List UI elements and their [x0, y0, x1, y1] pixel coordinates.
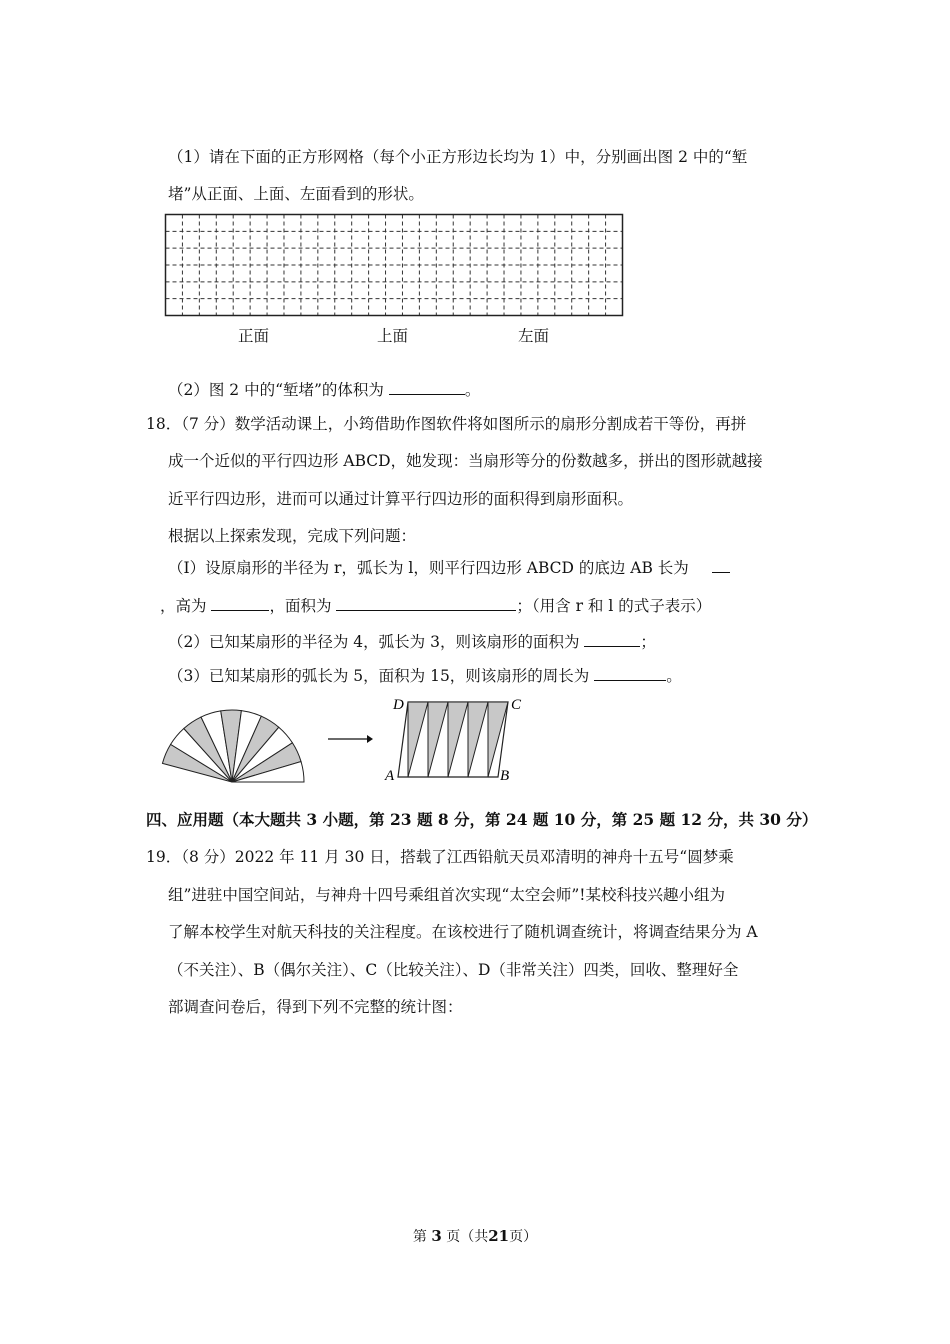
q18-sub2-text: （2）已知某扇形的半径为 4，弧长为 3，则该扇形的面积为	[168, 633, 580, 651]
section4-heading: 四、应用题（本大题共 3 小题，第 23 题 8 分，第 24 题 10 分，第 25 题 12 分，共 30 分）	[146, 810, 818, 829]
q18-sub3	[168, 664, 682, 687]
footer-pre: 第	[412, 1229, 427, 1245]
sector-figure	[160, 690, 320, 785]
q18-sub2	[168, 630, 656, 653]
q18-sub1	[168, 556, 730, 579]
q17-part1-line1: （1）请在下面的正方形网格（每个小正方形边长均为 1）中，分别画出图 2 中的“堑	[168, 148, 748, 166]
q19-line5: 部调查问卷后，得到下列不完整的统计图：	[168, 998, 463, 1016]
arrow-icon	[325, 730, 375, 748]
q18-sub2-end: ；	[640, 633, 656, 651]
q19-line4: （不关注）、B（偶尔关注）、C（比较关注）、D（非常关注）四类，回收、整理好全	[168, 961, 739, 979]
q18-line2: 成一个近似的平行四边形 ABCD，她发现：当扇形等分的份数越多，拼出的图形就越接	[168, 452, 763, 470]
q17-part1-line2: 堵”从正面、上面、左面看到的形状。	[168, 185, 424, 203]
answer-blank-volume[interactable]	[389, 378, 465, 395]
q19-line1: 19．（8 分）2022 年 11 月 30 日，搭载了江西铅航天员邓清明的神舟十五号“圆梦乘	[146, 848, 734, 866]
q18-line3: 近平行四边形，进而可以通过计算平行四边形的面积得到扇形面积。	[168, 490, 634, 508]
answer-blank-perimeter[interactable]	[594, 664, 666, 681]
answer-blank-height[interactable]	[211, 594, 269, 611]
q17-part2-end: 。	[464, 381, 481, 399]
footer-mid: 页（共	[446, 1229, 489, 1245]
footer-page-number: 3	[431, 1227, 442, 1245]
footer-total-pages: 21	[488, 1227, 510, 1245]
q18-sub3-end: 。	[666, 667, 682, 685]
answer-blank-area[interactable]	[336, 594, 516, 611]
label-a: A	[385, 768, 395, 784]
q18-line1: 18．（7 分）数学活动课上，小筠借助作图软件将如图所示的扇形分割成若干等份，再拼	[146, 415, 747, 433]
q18-sub1-height-label: ，高为	[160, 597, 207, 615]
answer-blank-base[interactable]	[712, 556, 730, 573]
footer-post: 页）	[509, 1229, 538, 1245]
label-c: C	[511, 697, 522, 713]
answer-blank-sector-area[interactable]	[584, 630, 640, 647]
page-footer	[0, 1226, 950, 1246]
label-d: D	[393, 697, 404, 713]
parallelogram-figure	[380, 690, 530, 790]
q18-sub1-area-label: ，面积为	[269, 597, 332, 615]
label-b: B	[500, 768, 510, 784]
q18-sub1-cont	[160, 594, 711, 617]
square-grid	[164, 212, 625, 318]
q18-sub1-note: ；（用含 r 和 l 的式子表示）	[516, 597, 712, 615]
q18-line4: 根据以上探索发现，完成下列问题：	[168, 527, 417, 545]
grid-label-top: 上面	[377, 327, 409, 345]
grid-label-left: 左面	[518, 327, 550, 345]
q18-sub1-text: （I）设原扇形的半径为 r，弧长为 l，则平行四边形 ABCD 的底边 AB 长为	[168, 559, 689, 577]
q17-part2-text: （2）图 2 中的“堑堵”的体积为	[168, 381, 384, 399]
q17-part2	[168, 378, 480, 401]
grid-label-front: 正面	[238, 327, 270, 345]
q19-line2: 组”进驻中国空间站，与神舟十四号乘组首次实现“太空会师”!某校科技兴趣小组为	[168, 886, 726, 904]
q19-line3: 了解本校学生对航天科技的关注程度。在该校进行了随机调查统计，将调查结果分为 A	[168, 923, 758, 941]
q18-sub3-text: （3）已知某扇形的弧长为 5，面积为 15，则该扇形的周长为	[168, 667, 590, 685]
